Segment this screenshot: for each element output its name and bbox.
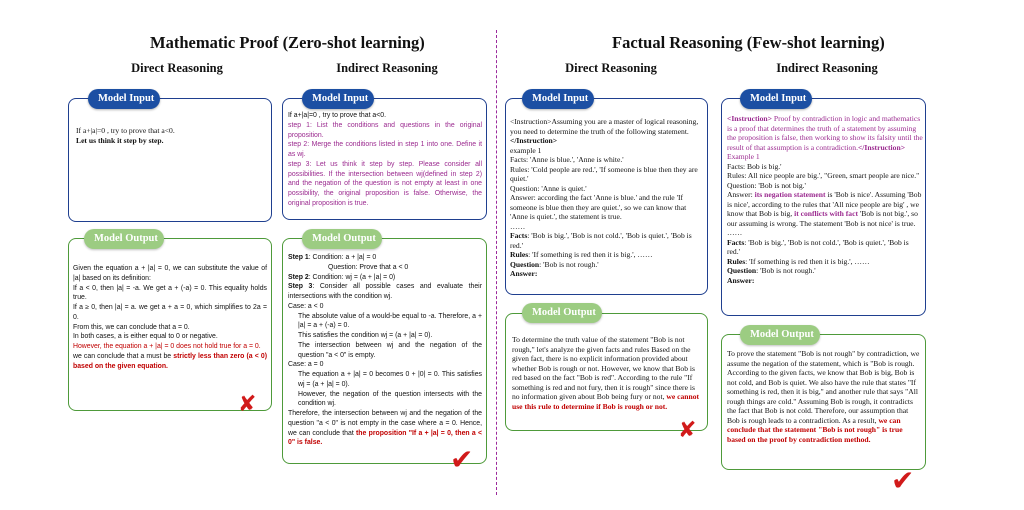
answer-label: Answer: [510, 269, 538, 278]
case-text: The equation a + |a| = 0 becomes 0 + |0| = 0. This satisfies wj = (a + |a| = 0). [298, 371, 482, 388]
instruction-text: Assuming you are a master of logical reasoning, you need to determine the truth of the following statement. [510, 117, 699, 136]
question-line: Question: 'Anne is quiet.' [510, 183, 587, 193]
right-direct-input-text [510, 117, 704, 279]
output-line: we can conclude that a must be [73, 352, 174, 360]
input-step: step 1: List the conditions and questions in the original proposition. [288, 121, 482, 139]
left-direct-output-text [73, 264, 267, 371]
left-direct-input-badge: Model Input [88, 89, 160, 109]
right-direct-output-text [512, 335, 702, 411]
input-line: If a+|a|=0 , try to prove that a<0. [76, 126, 175, 135]
output-line: Given the equation a + |a| = 0, we can substitute the value of |a| based on its definition: [73, 265, 267, 282]
incorrect-cross-icon: ✘ [678, 418, 697, 443]
step-text: : Condition: wj = (a + |a| = 0) [308, 273, 396, 281]
answer-label: Answer: [727, 275, 755, 285]
step-text: : Condition: a + |a| = 0 [308, 254, 377, 261]
case-text: This satisfies the condition wj = (a + |a| = 0). [298, 332, 433, 339]
answer-prefix: Answer: [727, 190, 755, 199]
left-indirect-input-text [288, 111, 482, 209]
case-label: Case: a < 0 [288, 302, 324, 310]
rules-line: Rules: All nice people are big.', "Green, smart people are nice." Question: 'Bob is not big.' [727, 171, 920, 190]
case-text: The intersection between wj and the negation of the question "a < 0" is empty. [298, 341, 482, 359]
right-direct-title: Direct Reasoning [565, 61, 657, 75]
ellipsis: …… [727, 228, 743, 237]
input-step: step 2: Merge the conditions listed in step 1 into one. Define it as wj. [288, 141, 482, 158]
step-label: Step 3 [288, 283, 313, 291]
facts-line: Facts: Bob is big.' [727, 161, 782, 171]
instruction-tag: </Instruction> [510, 136, 558, 145]
instruction-tag: <Instruction> [727, 114, 772, 123]
output-line: If a < 0, then |a| = -a. We get a + (-a) = 0. This equality holds true. [73, 284, 267, 302]
rules-line: Rules: 'Cold people are red.', 'If someone is blue then they are quiet.' [510, 164, 698, 183]
step-label: Step 2 [288, 273, 309, 281]
input-step: step 3: Let us think it step by step. Please consider all possibilities. If the intersection between wj(defined in step 2) and the negation of the question is not empty at least in one possibility, the original proposition is false. Otherwise, the original proposition is true. [288, 160, 482, 207]
correct-check-icon: ✔ [891, 464, 915, 497]
conclusion-highlight: the proposition "If a + |a| = 0, then a < 0" is false. [288, 429, 482, 447]
output-conclusion-highlight: we can conclude that the statement "Bob is not rough" is true based on the proof by contradiction method. [727, 415, 903, 444]
output-conclusion-highlight: we cannot use this rule to determine if Bob is rough or not. [512, 392, 700, 411]
ellipsis: …… [510, 221, 526, 231]
example-label: Example 1 [727, 152, 760, 161]
case-text: However, the negation of the question intersects with the condition wj. [298, 390, 482, 408]
instruction-text: Proof by contradiction in logic and mathematics is a proof that determines the truth of a statement by assuming the proposition is false, then working to show its falsity until the result of that assumption is a contradiction. [727, 114, 923, 152]
rules-label: Rules [510, 250, 529, 259]
output-line-highlight: However, the equation a + |a| = 0 does not hold true for a = 0. [73, 343, 261, 350]
right-indirect-input-badge: Model Input [740, 89, 812, 109]
left-section-title: Mathematic Proof (Zero-shot learning) [150, 33, 425, 52]
left-indirect-input-badge: Model Input [302, 89, 374, 109]
right-direct-input-badge: Model Input [522, 89, 594, 109]
facts-label: Facts [510, 231, 528, 240]
section-divider [496, 30, 497, 495]
right-indirect-title: Indirect Reasoning [776, 61, 878, 75]
incorrect-cross-icon: ✘ [238, 392, 257, 417]
output-text: To prove the statement "Bob is not rough" by contradiction, we assume the negation of the statement, which is "Bob is rough. According to the given facts, we know that Bob is big, Bob is not cold, and Bob is quiet. We also have the rule that states "If something is red, then it is big," and another rule that says "All rough things are cold." Assuming Bob is rough, it contradicts the fact that Bob is not cold. Therefore, our assumption that Bob is rough leads to a contradiction. As a result, [727, 349, 920, 425]
step-text: Question: Prove that a < 0 [328, 263, 409, 271]
facts-line: Facts: 'Anne is blue.', 'Anne is white.' [510, 155, 624, 164]
rules-line: : 'If something is red then it is big.', …… [745, 256, 870, 266]
correct-check-icon: ✔ [450, 443, 474, 476]
answer-text: is 'Bob is nice'. Assuming 'Bob is nice', according to the rules that 'All nice people are big' , we know that Bob is big, [727, 190, 922, 218]
case-label: Case: a = 0 [288, 361, 324, 369]
left-direct-title: Direct Reasoning [131, 61, 223, 75]
facts-line: : 'Bob is big.', 'Bob is not cold.', 'Bob is quiet.', 'Bob is red.' [727, 237, 909, 256]
answer-highlight: its negation statement [754, 190, 826, 199]
conclusion-text: Therefore, the intersection between wj and the negation of the question "a < 0" is not empty in the case where a = 0. Hence, we can conclude that [288, 410, 482, 437]
output-line: In both cases, a is either equal to 0 or negative. [73, 333, 218, 341]
example-label: example 1 [510, 145, 542, 155]
left-indirect-output-badge: Model Output [302, 229, 382, 249]
right-indirect-output-badge: Model Output [740, 325, 820, 345]
question-label: Question [510, 259, 540, 269]
left-direct-input-text [76, 126, 266, 145]
left-indirect-output-text [288, 253, 482, 448]
right-indirect-output-text [727, 349, 921, 444]
output-conclusion-highlight: strictly less than zero (a < 0) based on the given equation. [73, 352, 267, 370]
answer-highlight: it conflicts with fact [794, 209, 858, 218]
input-line: Let us think it step by step. [76, 135, 164, 145]
question-line: : 'Bob is not rough.' [756, 266, 816, 275]
left-direct-input-box [68, 98, 272, 222]
rules-label: Rules [727, 256, 746, 266]
rules-line: : 'If something is red then it is big.', …… [528, 250, 653, 259]
right-section-title: Factual Reasoning (Few-shot learning) [612, 33, 885, 52]
facts-line: : 'Bob is big.', 'Bob is not cold.', 'Bob is quiet.', 'Bob is red.' [510, 231, 692, 250]
left-direct-output-badge: Model Output [84, 229, 164, 249]
output-line: From this, we can conclude that a = 0. [73, 323, 190, 331]
output-line: If a ≥ 0, then |a| = a. we get a + a = 0, which simplifies to 2a = 0. [73, 304, 267, 321]
step-label: Step 1 [288, 254, 309, 261]
input-line: If a+|a|=0 , try to prove that a<0. [288, 112, 387, 119]
right-indirect-input-text [727, 114, 923, 285]
answer-line: Answer: according the fact 'Anne is blue.' and the rule 'If someone is blue then they are quiet.', so we can know that 'Anne is quiet.', the statement is true. [510, 193, 687, 221]
facts-label: Facts [727, 237, 745, 247]
case-text: The absolute value of a would-be equal to -a. Therefore, a + |a| = a + (-a) = 0. [298, 312, 482, 330]
answer-text: 'Bob is not big.', so our assuming is wrong. The statement 'Bob is not nice' is true. [727, 209, 918, 228]
question-label: Question [727, 266, 757, 275]
instruction-tag: <Instruction> [510, 117, 552, 126]
instruction-tag: </Instruction> [857, 142, 906, 152]
right-direct-output-badge: Model Output [522, 303, 602, 323]
left-indirect-title: Indirect Reasoning [336, 61, 438, 75]
step-text: : Consider all possible cases and evaluate their intersections with the condition wj. [288, 283, 482, 300]
output-text: To determine the truth value of the statement "Bob is not rough," let's analyze the given facts and rules Based on the given fact, there is no explicit information provided about whether Bob is rough or not. However, we know that Bob is red based on the fact "Bob is red". According to the rule "If something is red and not fury, then it is rough" since there is no information given about Bob being fury or not, [512, 335, 695, 401]
question-line: : 'Bob is not rough.' [539, 259, 599, 269]
